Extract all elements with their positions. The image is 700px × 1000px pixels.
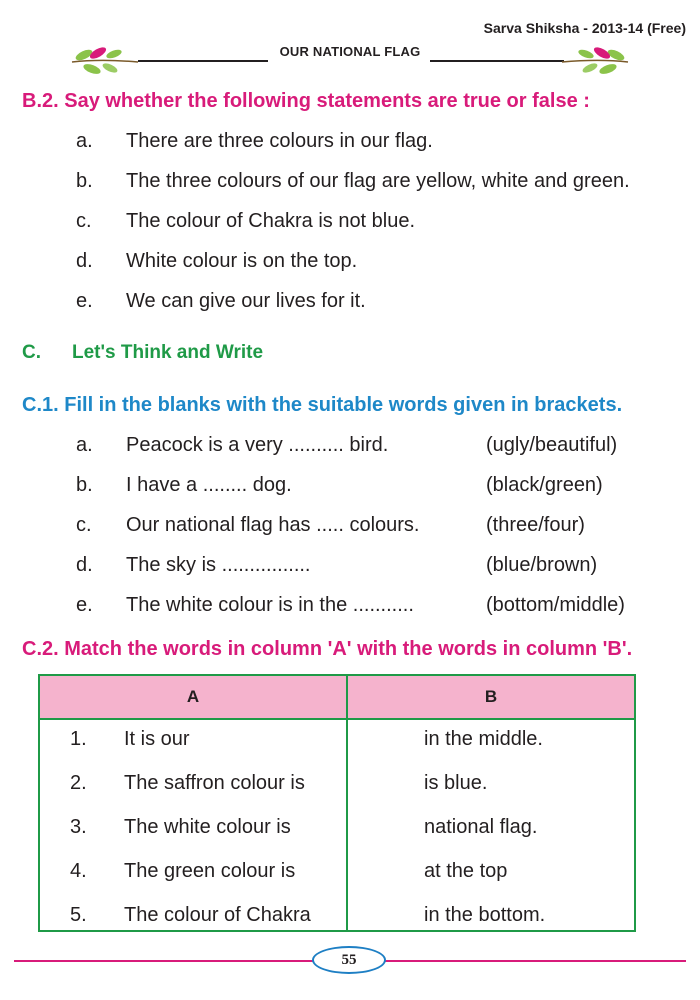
row-number: 3. (70, 816, 87, 838)
row-number: 4. (70, 860, 87, 882)
column-a-header: A (40, 676, 346, 720)
item-text: The colour of Chakra is not blue. (126, 210, 416, 232)
row-number: 2. (70, 772, 87, 794)
item-letter: a. (76, 434, 93, 456)
item-text: Peacock is a very .......... bird. (126, 434, 389, 456)
column-b-cell: at the top (424, 860, 508, 882)
column-b-cell: in the bottom. (424, 904, 546, 926)
item-letter: c. (76, 210, 92, 232)
item-letter: b. (76, 474, 93, 496)
series-title: Sarva Shiksha - 2013-14 (Free) (483, 20, 686, 36)
column-a-cell: It is our (124, 728, 190, 750)
column-b-cell: is blue. (424, 772, 488, 794)
item-text: We can give our lives for it. (126, 290, 366, 312)
item-options: (three/four) (486, 514, 585, 536)
row-number: 5. (70, 904, 87, 926)
item-text: There are three colours in our flag. (126, 130, 433, 152)
item-letter: d. (76, 554, 93, 576)
section-c-heading: Let's Think and Write (72, 342, 264, 363)
section-c1-heading: C.1. Fill in the blanks with the suitable words given in brackets. (22, 394, 623, 416)
item-text: White colour is on the top. (126, 250, 358, 272)
item-options: (black/green) (486, 474, 603, 496)
item-text: The white colour is in the ........... (126, 594, 414, 616)
item-text: The sky is ................ (126, 554, 311, 576)
column-a-cell: The white colour is (124, 816, 291, 838)
match-table (38, 674, 636, 932)
row-number: 1. (70, 728, 87, 750)
column-b-header: B (348, 676, 634, 720)
item-letter: d. (76, 250, 93, 272)
item-text: Our national flag has ..... colours. (126, 514, 420, 536)
column-b-cell: in the middle. (424, 728, 543, 750)
column-a-cell: The green colour is (124, 860, 296, 882)
item-text: I have a ........ dog. (126, 474, 292, 496)
item-options: (bottom/middle) (486, 594, 625, 616)
column-a-cell: The colour of Chakra (124, 904, 311, 926)
header-rule-right (430, 60, 564, 62)
item-letter: c. (76, 514, 92, 536)
column-a-cell: The saffron colour is (124, 772, 305, 794)
section-c-number: C. (22, 342, 41, 363)
header-rule-left (138, 60, 268, 62)
column-divider (346, 676, 348, 930)
column-b-cell: national flag. (424, 816, 538, 838)
item-letter: a. (76, 130, 93, 152)
item-letter: e. (76, 290, 93, 312)
item-letter: e. (76, 594, 93, 616)
item-letter: b. (76, 170, 93, 192)
chapter-title: OUR NATIONAL FLAG (279, 44, 421, 59)
section-b2-heading: B.2. Say whether the following statements are true or false : (22, 90, 590, 112)
section-c2-heading: C.2. Match the words in column 'A' with the words in column 'B'. (22, 638, 633, 660)
page-number: 55 (312, 946, 386, 974)
item-text: The three colours of our flag are yellow, white and green. (126, 170, 630, 192)
item-options: (blue/brown) (486, 554, 598, 576)
right-leaf-sprig-icon (560, 42, 630, 76)
item-options: (ugly/beautiful) (486, 434, 618, 456)
